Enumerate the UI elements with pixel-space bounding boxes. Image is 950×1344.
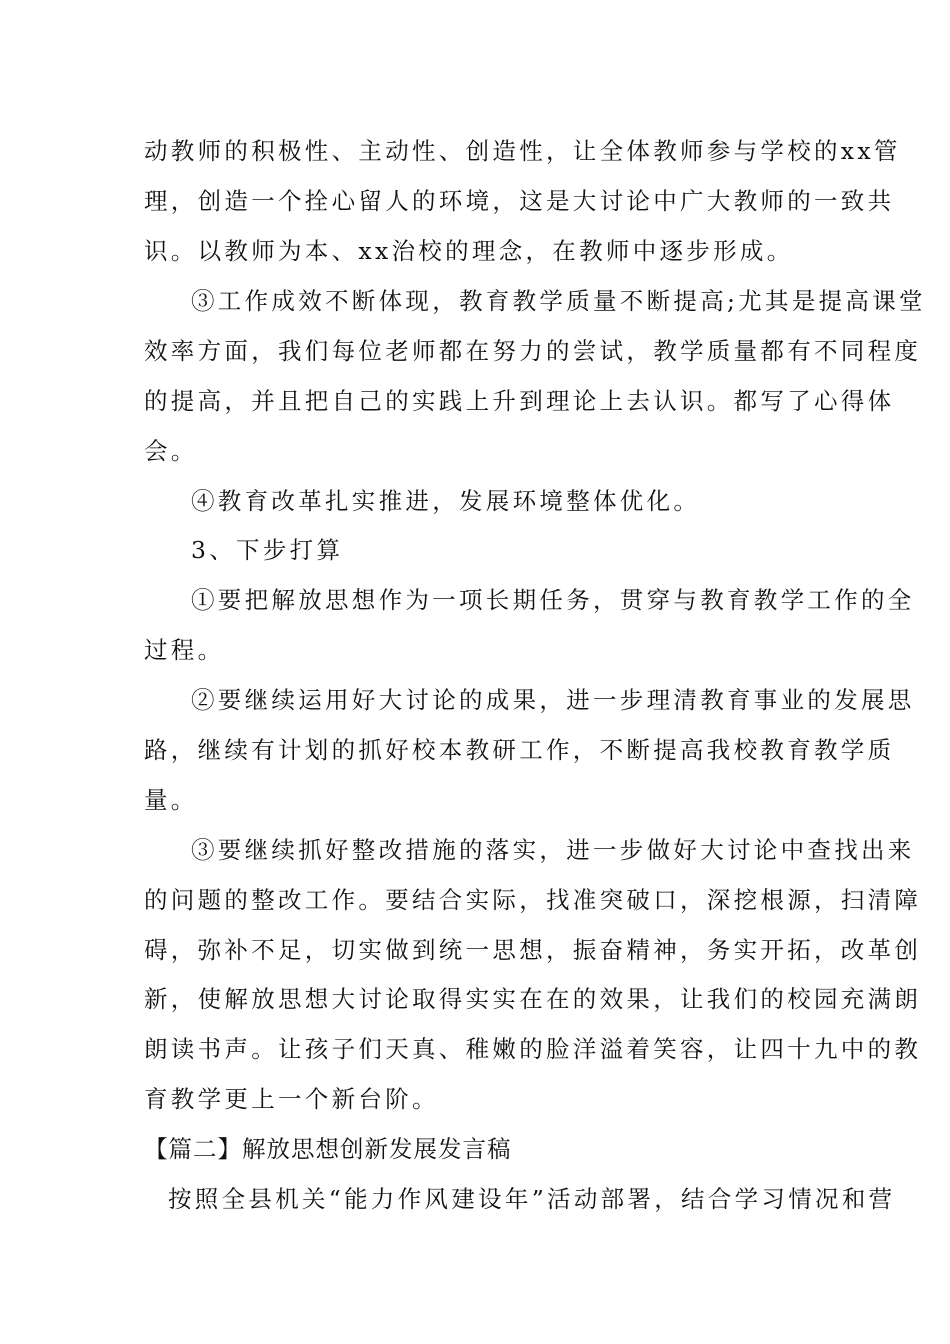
paragraph-line: 育教学更上一个新台阶。: [144, 1085, 439, 1113]
paragraph-line: ①要把解放思想作为一项长期任务，贯穿与教育教学工作的全: [191, 586, 915, 614]
paragraph-line: ②要继续运用好大讨论的成果，进一步理清教育事业的发展思: [191, 686, 915, 714]
paragraph-line: 动教师的积极性、主动性、创造性，让全体教师参与学校的xx管: [144, 137, 901, 165]
paragraph-line: 的问题的整改工作。要结合实际，找准突破口，深挖根源，扫清障: [144, 886, 922, 914]
paragraph-line: ③要继续抓好整改措施的落实，进一步做好大讨论中查找出来: [191, 836, 915, 864]
paragraph-line: 按照全县机关“能力作风建设年”活动部署，结合学习情况和营: [168, 1185, 896, 1213]
paragraph-line: 的提高，并且把自己的实践上升到理论上去认识。都写了心得体: [144, 387, 895, 415]
section-subheading: 3、下步打算: [191, 536, 344, 564]
paragraph-line: 过程。: [144, 636, 225, 664]
paragraph-line: 朗读书声。让孩子们天真、稚嫩的脸洋溢着笑容，让四十九中的教: [144, 1035, 922, 1063]
paragraph-line: 效率方面，我们每位老师都在努力的尝试，教学质量都有不同程度: [144, 337, 922, 365]
paragraph-line: 会。: [144, 437, 198, 465]
paragraph-line: ③工作成效不断体现，教育教学质量不断提高;尤其是提高课堂: [191, 287, 926, 315]
paragraph-line: ④教育改革扎实推进，发展环境整体优化。: [191, 487, 701, 515]
paragraph-line: 路，继续有计划的抓好校本教研工作，不断提高我校教育教学质: [144, 736, 895, 764]
paragraph-line: 识。以教师为本、xx治校的理念，在教师中逐步形成。: [144, 237, 794, 265]
paragraph-line: 新，使解放思想大讨论取得实实在在的效果，让我们的校园充满朗: [144, 985, 922, 1013]
paragraph-line: 理，创造一个拴心留人的环境，这是大讨论中广大教师的一致共: [144, 187, 895, 215]
paragraph-line: 量。: [144, 786, 198, 814]
paragraph-line: 碍，弥补不足，切实做到统一思想，振奋精神，务实开拓，改革创: [144, 936, 922, 964]
section-heading: 【篇二】解放思想创新发展发言稿: [144, 1135, 512, 1163]
